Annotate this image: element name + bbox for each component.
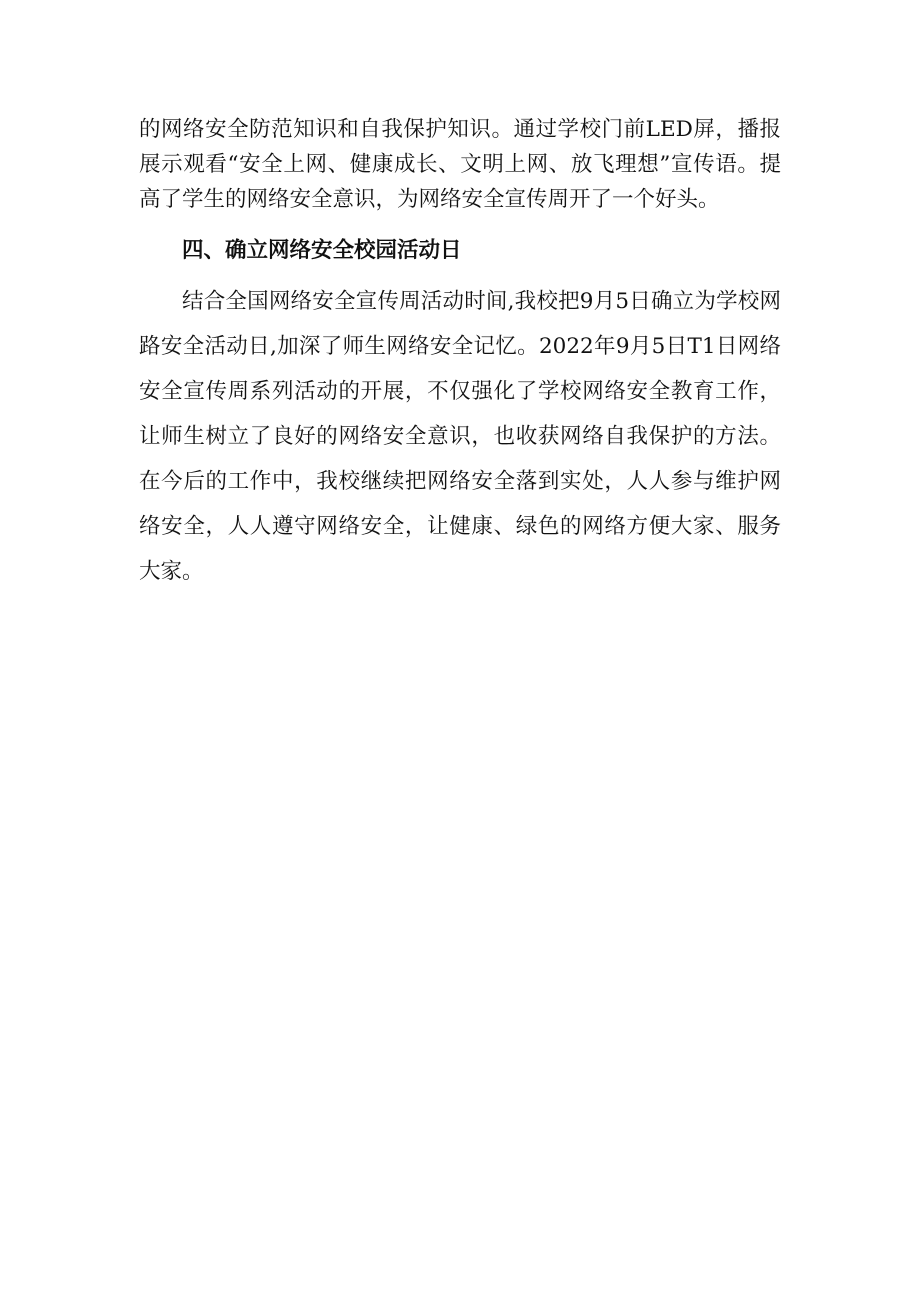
- intro-paragraph: 的网络安全防范知识和自我保护知识。通过学校门前LED屏，播报展示观看“安全上网、健康成长、文明上网、放飞理想”宣传语。提高了学生的网络安全意识，为网络安全宣传周开了一个好头。: [139, 117, 781, 212]
- section-paragraph: 结合全国网络安全宣传周活动时间,我校把9月5日确立为学校网路安全活动日,加深了师生网络安全记忆。2022年9月5日T1日网络安全宣传周系列活动的开展，不仅强化了学校网络安全教育工作，让师生树立了良好的网络安全意识，也收获网络自我保护的方法。在今后的工作中，我校继续把网络安全落到实处，人人参与维护网络安全，人人遵守网络安全，让健康、绿色的网络方便大家、服务大家。: [139, 289, 781, 584]
- document-body: [139, 112, 781, 594]
- section-heading: 四、确立网络安全校园活动日: [182, 238, 462, 263]
